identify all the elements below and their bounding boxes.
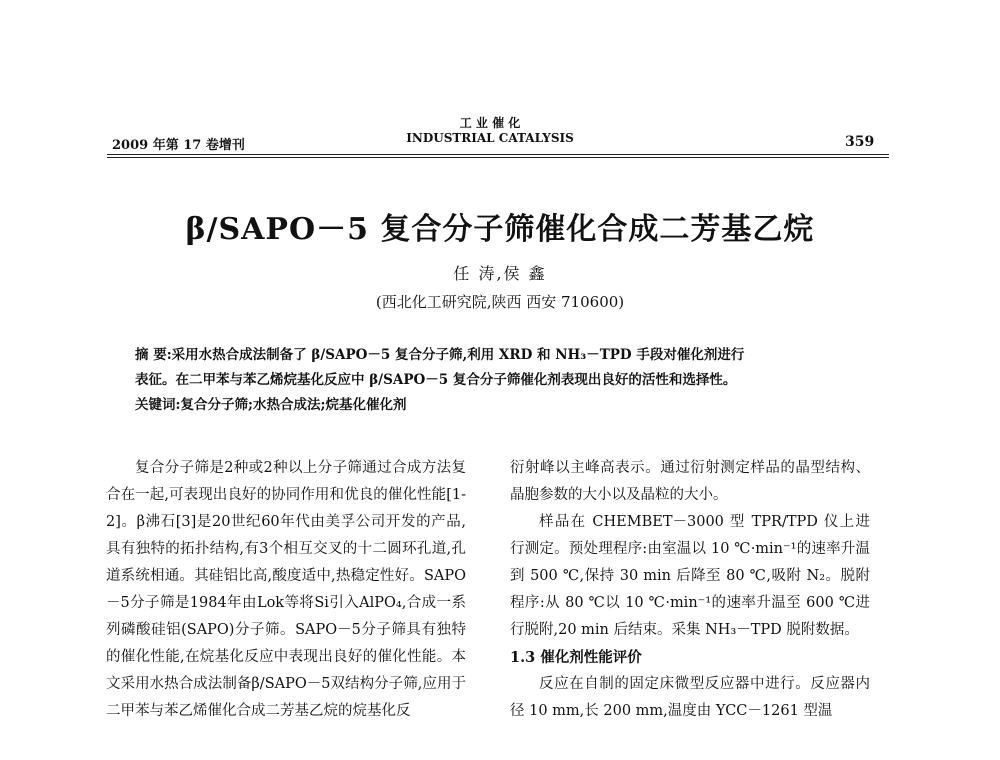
journal-title-en: INDUSTRIAL CATALYSIS <box>406 131 574 145</box>
header-issue: 2009 年第 17 卷增刊 <box>112 138 245 153</box>
keywords: 关键词:复合分子筛;水热合成法;烷基化催化剂 <box>135 397 407 413</box>
abstract-block <box>135 343 875 418</box>
tpd-paragraph: 样品在 CHEMBET－3000 型 TPR/TPD 仪上进行测定。预处理程序:由室温以 10 ℃·min⁻¹的速率升温到 500 ℃,保持 30 min 后降至 80 ℃,吸附 N₂。脱附程序:从 80 ℃以 10 ℃·min⁻¹的速率升温至 600 ℃进行脱附,20 min 后结束。采集 NH₃－TPD 脱附数据。 <box>510 514 870 638</box>
abstract-line-1: 摘 要:采用水热合成法制备了 β/SAPO－5 复合分子筛,利用 XRD 和 NH₃－TPD 手段对催化剂进行 <box>135 347 745 363</box>
right-column <box>510 455 870 725</box>
authors: 任 涛,侯 鑫 <box>453 264 547 283</box>
journal-title-cn: 工 业 催 化 <box>459 116 521 130</box>
affiliation: (西北化工研究院,陕西 西安 710600) <box>375 293 625 311</box>
section-heading-1-3: 1.3 催化剂性能评价 <box>510 649 642 666</box>
evaluation-paragraph: 反应在自制的固定床微型反应器中进行。反应器内径 10 mm,长 200 mm,温度由 YCC－1261 型温 <box>510 676 870 719</box>
page-number: 359 <box>845 134 875 150</box>
article-title: β/SAPO－5 复合分子筛催化合成二芳基乙烷 <box>185 212 815 247</box>
header-rule-top <box>107 154 889 155</box>
left-column <box>106 455 466 725</box>
intro-paragraph: 复合分子筛是2种或2种以上分子筛通过合成方法复合在一起,可表现出良好的协同作用和优良的催化性能[1-2]。β沸石[3]是20世纪60年代由美孚公司开发的产品,具有独特的拓扑结构,有3个相互交叉的十二圆环孔道,孔道系统相通。其硅铝比高,酸度适中,热稳定性好。SAPO－5分子筛是1984年由Lok等将Si引入AlPO₄,合成一系列磷酸硅铝(SAPO)分子筛。SAPO－5分子筛具有独特的催化性能,在烷基化反应中表现出良好的催化性能。本文采用水热合成法制备β/SAPO－5双结构分子筛,应用于二甲苯与苯乙烯催化合成二芳基乙烷的烷基化反 <box>106 460 466 719</box>
abstract-line-2: 表征。在二甲苯与苯乙烯烷基化反应中 β/SAPO－5 复合分子筛催化剂表现出良好的活性和选择性。 <box>135 372 737 388</box>
header-journal <box>370 116 610 146</box>
xrd-paragraph-continued: 衍射峰以主峰高表示。通过衍射测定样品的晶型结构、晶胞参数的大小以及晶粒的大小。 <box>510 460 870 503</box>
header-rule-bottom <box>107 157 889 158</box>
